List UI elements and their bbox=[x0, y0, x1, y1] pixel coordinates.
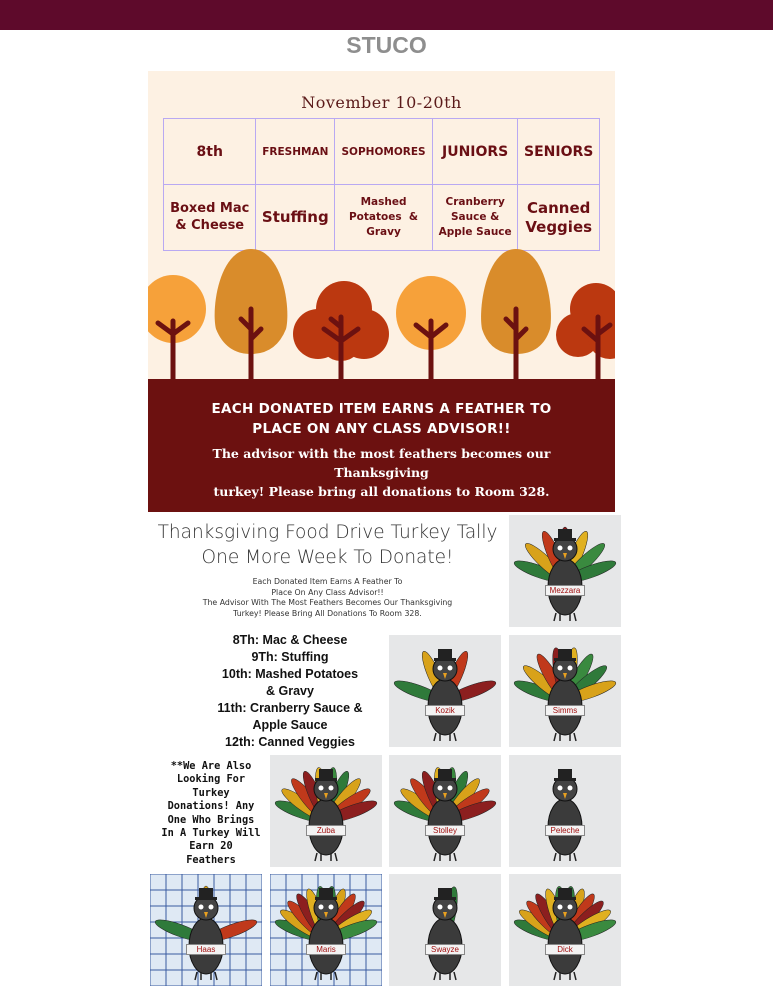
turkey-photo bbox=[270, 874, 382, 986]
item-line: Veggies bbox=[525, 217, 593, 236]
class-item: 11th: Cranberry Sauce & bbox=[217, 701, 363, 715]
tally-title-line: Thanksgiving Food Drive Turkey Tally bbox=[157, 522, 498, 543]
class-header-seniors: SENIORS bbox=[518, 119, 600, 185]
note-line: Looking For bbox=[176, 773, 246, 786]
turkey-photo bbox=[509, 515, 621, 627]
turkey-photo bbox=[389, 635, 501, 747]
class-item: 8Th: Mac & Cheese bbox=[232, 633, 348, 647]
turkey-photo bbox=[270, 755, 382, 867]
tally-title-line: One More Week To Donate! bbox=[201, 547, 454, 568]
desc-line: Each Donated Item Earns A Feather To bbox=[252, 577, 403, 586]
advisor-message bbox=[168, 444, 595, 501]
item-juniors bbox=[432, 185, 518, 251]
headline-line: PLACE ON ANY CLASS ADVISOR!! bbox=[252, 421, 511, 437]
class-item: 12th: Canned Veggies bbox=[225, 735, 355, 749]
item-sophomores bbox=[335, 185, 433, 251]
note-line: Donations! Any bbox=[167, 800, 255, 813]
advisor-name-tag: Zuba bbox=[306, 825, 346, 836]
class-items-grid bbox=[163, 118, 600, 251]
turkey-donation-note bbox=[155, 760, 267, 867]
note-line: Turkey bbox=[192, 786, 230, 799]
item-line: Apple Sauce bbox=[438, 226, 512, 239]
item-line: Stuffing bbox=[261, 208, 329, 227]
note-line: Feathers bbox=[186, 853, 236, 866]
item-line: Potatoes & bbox=[348, 210, 419, 223]
turkey-photo bbox=[389, 755, 501, 867]
advisor-name-tag: Simms bbox=[545, 705, 585, 716]
note-line: One Who Brings bbox=[167, 813, 255, 826]
body-line: The advisor with the most feathers becomes our Thanksgiving bbox=[212, 446, 551, 480]
advisor-name-tag: Peleche bbox=[545, 825, 585, 836]
note-line: Earn 20 bbox=[189, 840, 233, 853]
class-header-freshman: FRESHMAN bbox=[256, 119, 335, 185]
flyer-date: November 10-20th bbox=[301, 93, 462, 112]
advisor-name-tag: Haas bbox=[186, 944, 226, 955]
turkey-photo bbox=[509, 635, 621, 747]
class-item: 9Th: Stuffing bbox=[251, 650, 329, 664]
desc-line: Place On Any Class Advisor!! bbox=[271, 587, 384, 597]
item-line: & Cheese bbox=[175, 217, 245, 233]
tally-title bbox=[150, 520, 505, 570]
page-title: STUCO bbox=[346, 32, 427, 58]
autumn-trees-illustration bbox=[148, 249, 615, 380]
body-line: turkey! Please bring all donations to Room 328. bbox=[213, 484, 550, 499]
item-freshman bbox=[256, 185, 335, 251]
advisor-name-tag: Maris bbox=[306, 944, 346, 955]
item-line: Gravy bbox=[366, 226, 401, 239]
class-header-juniors: JUNIORS bbox=[432, 119, 518, 185]
class-item: & Gravy bbox=[266, 684, 314, 698]
item-seniors bbox=[518, 185, 600, 251]
advisor-name-tag: Kozik bbox=[425, 705, 465, 716]
turkey-photo bbox=[509, 755, 621, 867]
desc-line: The Advisor With The Most Feathers Becomes Our Thanksgiving bbox=[202, 598, 453, 607]
advisor-name-tag: Mezzara bbox=[545, 585, 585, 596]
turkey-photo bbox=[509, 874, 621, 986]
item-8th bbox=[164, 185, 256, 251]
item-line: Boxed Mac bbox=[170, 201, 250, 217]
turkey-photo bbox=[150, 874, 262, 986]
item-line: Mashed bbox=[360, 195, 407, 208]
item-line: Canned bbox=[527, 198, 591, 217]
feather-headline bbox=[148, 399, 615, 439]
advisor-name-tag: Stolley bbox=[425, 825, 465, 836]
desc-line: Turkey! Please Bring All Donations To Room 328. bbox=[233, 608, 422, 618]
note-line: **We Are Also bbox=[170, 760, 252, 772]
class-item: 10th: Mashed Potatoes bbox=[221, 667, 359, 681]
tally-description bbox=[175, 577, 480, 619]
class-header-sophomores: SOPHOMORES bbox=[335, 119, 433, 185]
class-item: Apple Sauce bbox=[252, 718, 328, 732]
donation-info-band bbox=[148, 379, 615, 512]
class-header-8th: 8th bbox=[164, 119, 256, 185]
item-line: Cranberry bbox=[445, 195, 505, 208]
food-drive-flyer bbox=[148, 71, 615, 512]
advisor-name-tag: Swayze bbox=[425, 944, 465, 955]
item-line: Sauce & bbox=[451, 210, 500, 223]
note-line: In A Turkey Will bbox=[161, 827, 261, 840]
class-item-list bbox=[190, 632, 390, 751]
headline-line: EACH DONATED ITEM EARNS A FEATHER TO bbox=[211, 401, 552, 417]
top-banner-bar bbox=[0, 0, 773, 30]
turkey-photo bbox=[389, 874, 501, 986]
advisor-name-tag: Dick bbox=[545, 944, 585, 955]
